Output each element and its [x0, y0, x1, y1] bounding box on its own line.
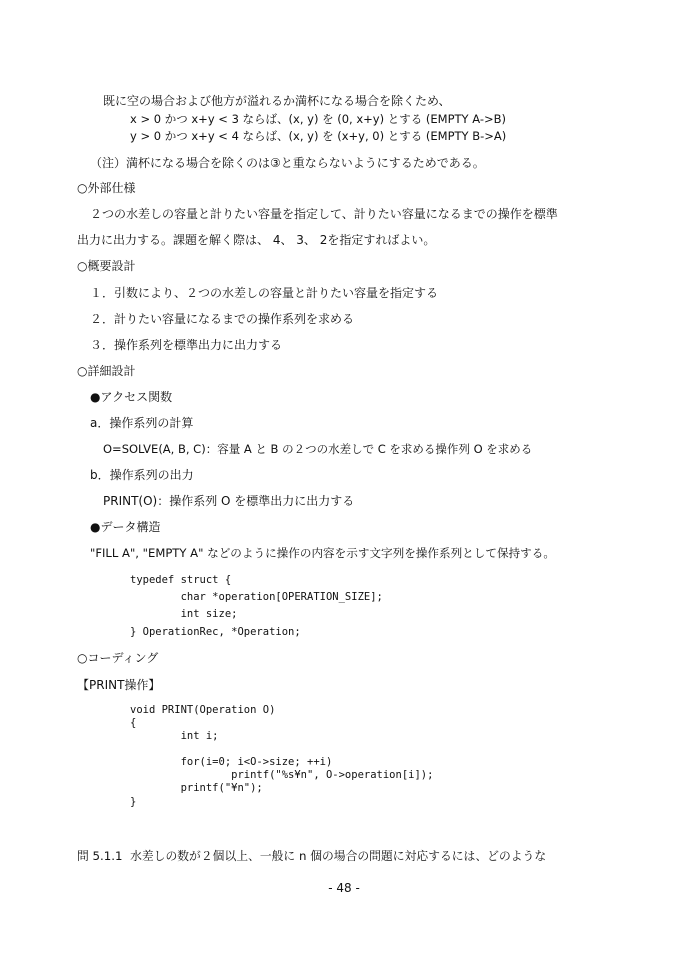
access-b-label: b．操作系列の出力: [90, 468, 194, 482]
code-line: char *operation[OPERATION_SIZE];: [130, 591, 383, 603]
detail-heading: ○詳細設計: [77, 364, 136, 378]
print-operation-label: 【PRINT操作】: [77, 678, 161, 692]
code-line: int i;: [130, 730, 219, 742]
access-a-description: O=SOLVE(A, B, C)：容量 A と B の２つの水差しで C を求める操作列 O を求める: [103, 442, 533, 456]
external-spec-paragraph-line-2: 出力に出力する。課題を解く際は、 4、 3、 2を指定すればよい。: [77, 233, 436, 247]
intro-line: 既に空の場合および他方が溢れるか満杯になる場合を除くため、: [103, 94, 451, 108]
overview-item-1: １．引数により、２つの水差しの容量と計りたい容量を指定する: [90, 286, 439, 300]
code-line: int size;: [130, 608, 238, 620]
intro-condition-2: y > 0 かつ x+y < 4 ならば、(x, y) を (x+y, 0) とする (EMPTY B->A): [130, 129, 507, 143]
code-line: } OperationRec, *Operation;: [130, 626, 301, 638]
code-line: }: [130, 796, 137, 808]
data-structure-description: "FILL A", "EMPTY A" などのように操作の内容を示す文字列を操作系列として保持する。: [90, 546, 555, 560]
intro-condition-1: x > 0 かつ x+y < 3 ならば、(x, y) を (0, x+y) とする (EMPTY A->B): [130, 112, 507, 126]
code-line: printf("%s¥n", O->operation[i]);: [130, 769, 434, 781]
code-line: typedef struct {: [130, 574, 232, 586]
access-a-label: a．操作系列の計算: [90, 416, 194, 430]
code-line: void PRINT(Operation O): [130, 704, 276, 716]
page-number: - 48 -: [328, 881, 360, 895]
access-b-description: PRINT(O)：操作系列 O を標準出力に出力する: [103, 494, 355, 508]
access-functions-heading: ●アクセス関数: [90, 390, 173, 404]
overview-heading: ○概要設計: [77, 259, 136, 273]
overview-item-2: ２．計りたい容量になるまでの操作系列を求める: [90, 312, 355, 326]
code-line: for(i=0; i<O->size; ++i): [130, 756, 333, 768]
question-text: 問 5.1.1 水差しの数が２個以上、一般に n 個の場合の問題に対応するには、どのような: [77, 849, 547, 863]
intro-note: （注）満杯になる場合を除くのは③と重ならないようにするためである。: [90, 156, 485, 170]
code-line: printf("¥n");: [130, 782, 263, 794]
data-structure-heading: ●データ構造: [90, 520, 161, 534]
coding-heading: ○コーディング: [77, 651, 159, 665]
external-spec-paragraph-line-1: ２つの水差しの容量と計りたい容量を指定して、計りたい容量になるまでの操作を標準: [90, 207, 558, 221]
code-line: {: [130, 717, 137, 729]
external-spec-heading: ○外部仕様: [77, 181, 136, 195]
overview-item-3: ３．操作系列を標準出力に出力する: [90, 338, 283, 352]
